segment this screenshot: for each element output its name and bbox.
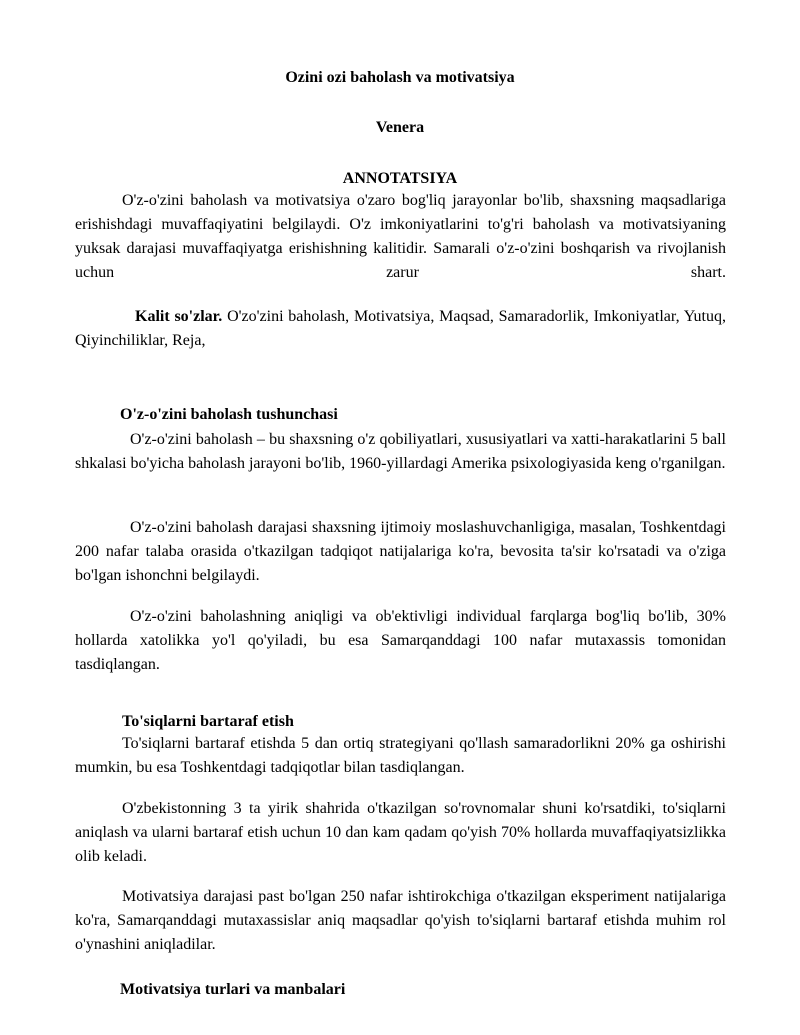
keywords-label: Kalit so'zlar. bbox=[135, 308, 223, 325]
paragraph: O'z-o'zini baholash darajasi shaxsning ijtimoiy moslashuvchanligiga, masalan, Toshkentdagi 200 nafar talaba orasida o'tkazilgan tadqiqot natijalariga ko'ra, bevosita ta'sir ko'rsatadi va o'ziga bo'lgan ishonchni belgilaydi. bbox=[75, 519, 726, 584]
paragraph: To'siqlarni bartaraf etishda 5 dan ortiq strategiyani qo'llash samaradorlikni 20% ga oshirishi mumkin, bu esa Toshkentdagi tadqiqotlar bilan tasdiqlangan. bbox=[75, 735, 726, 776]
paragraph: O'zbekistonning 3 ta yirik shahrida o'tkazilgan so'rovnomalar shuni ko'rsatdiki, to'siqlarni aniqlash va ularni bartaraf etish uchun 10 dan kam qadam qo'yish 70% hollarda muvaffaqiyatsizlikka olib keladi. bbox=[75, 800, 726, 865]
document-author: Venera bbox=[375, 119, 425, 136]
keywords-text: O'zo'zini baholash, Motivatsiya, Maqsad, Samaradorlik, Imkoniyatlar, Yutuq, Qiyinchiliklar, Reja, bbox=[75, 308, 727, 349]
paragraph: O'z-o'zini baholash – bu shaxsning o'z qobiliyatlari, xususiyatlari va xatti-harakatlarini 5 ball shkalasi bo'yicha baholash jarayoni bo'lib, 1960-yillardagi Amerika psixologiyasida keng o'rganilgan. bbox=[75, 431, 726, 472]
section-heading-self-assessment: O'z-o'zini baholash tushunchasi bbox=[120, 406, 338, 423]
paragraph: O'z-o'zini baholashning aniqligi va ob'ektivligi individual farqlarga bog'liq bo'lib, 30% hollarda xatolikka yo'l qo'yiladi, bu esa Samarqanddagi 100 nafar mutaxassis tomonidan tasdiqlangan. bbox=[75, 608, 726, 673]
annotation-paragraph: O'z-o'zini baholash va motivatsiya o'zaro bog'liq jarayonlar bo'lib, shaxsning maqsadlariga erishishdagi muvaffaqiyatini belgilaydi. O'z imkoniyatlarini to'g'ri baholash va motivatsiyaning yuksak darajasi muvaffaqiyatga erishishning kalitidir. Samarali o'z-o'zini boshqarish va rivojlanish uchun zarur shart. bbox=[75, 192, 726, 281]
section-heading-motivation-types: Motivatsiya turlari va manbalari bbox=[120, 981, 346, 998]
paragraph: Motivatsiya darajasi past bo'lgan 250 nafar ishtirokchiga o'tkazilgan eksperiment natijalariga ko'ra, Samarqanddagi mutaxassislar aniq maqsadlar qo'yish to'siqlarni bartaraf etishda muhim rol o'ynashini aniqladilar. bbox=[75, 888, 726, 953]
keywords-paragraph bbox=[75, 305, 726, 353]
document-title: Ozini ozi baholash va motivatsiya bbox=[285, 69, 515, 86]
section-heading-obstacles: To'siqlarni bartaraf etish bbox=[122, 713, 294, 730]
annotation-heading: ANNOTATSIYA bbox=[342, 170, 458, 187]
